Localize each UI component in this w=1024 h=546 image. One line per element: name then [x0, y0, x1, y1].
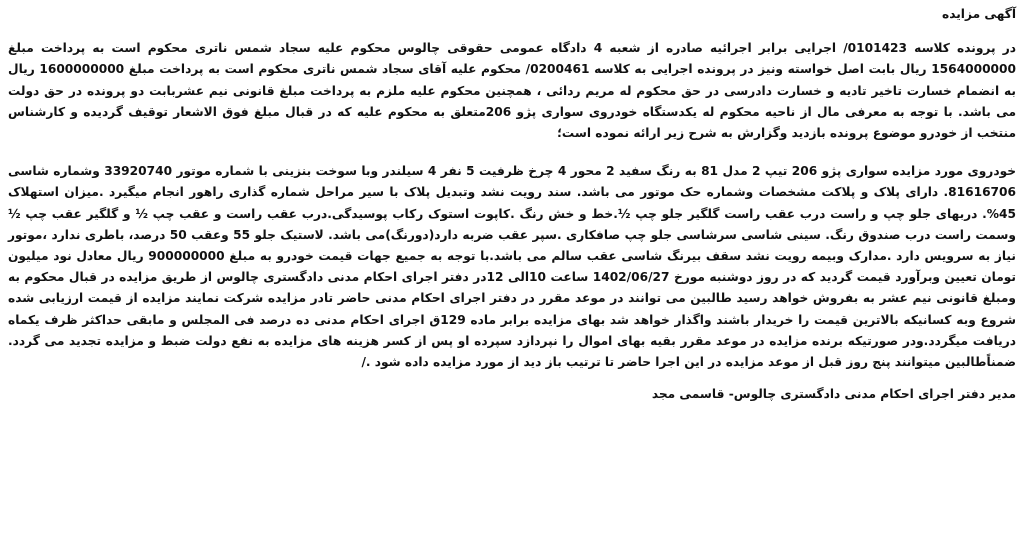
notice-title: آگهی مزایده — [942, 7, 1016, 21]
signature-line: مدیر دفتر اجرای احکام مدنی دادگستری چالوس- قاسمی مجد — [651, 387, 1016, 402]
auction-notice — [8, 4, 1016, 405]
case-description-paragraph: در پرونده کلاسه 0101423/ اجرایی برابر اجرائیه صادره از شعبه 4 دادگاه عمومی حقوقی چالوس محکوم علیه سجاد شمس ناتری محکوم است به پرداخت مبلغ 1564000000 ریال بابت اصل خواسته ونیز در پرونده اجرایی به کلاسه 0200461/ محکوم علیه آقای سجاد شمس ناتری محکوم است به پرداخت مبلغ 1600000000 ریال به انضمام خسارت تاخیر تادیه و خسارت دادرسی در حق محکوم له مریم ردائی ، همچنین محکوم علیه ملزم به پرداخت مبلغ قانونی نیم عشربابت دو پرونده در حق دولت می باشد. با توجه به معرفی مال از ناحیه محکوم له یکدستگاه خودروی سواری پژو 206متعلق به محکوم علیه که در قبال مبلغ فوق الاشعار توقیف گردیده و کارشناس منتخب از خودرو موضوع پرونده بازدید وگزارش به شرح زیر ارائه نموده است؛ — [8, 41, 1016, 141]
vehicle-auction-details-paragraph: خودروی مورد مزایده سواری پژو 206 تیپ 2 مدل 81 به رنگ سفید 2 محور 4 چرخ ظرفیت 5 نفر 4 سیلندر وبا سوخت بنزینی با شماره موتور 33920740 وشماره شاسی 81616706. دارای پلاک و پلاکت مشخصات وشماره حک موتور می باشد. سند رویت نشد وتبدیل پلاک با سیر مراحل شماره گذاری راهور انجام میگیرد .میزان استهلاک 45%. دربهای جلو چپ و راست درب عقب راست گلگیر جلو چپ ½.خط و خش رنگ .کاپوت استوک رکاب پوسیدگی.درب عقب راست و عقب چپ ½ و گلگیر عقب چپ ½ وسمت راست درب صندوق رنگ. سینی شاسی سرشاسی جلو چپ صافکاری .سپر عقب ضربه دارد(دورنگ)می باشد. لاستیک جلو 55 وعقب 50 درصد، باطری ندارد ،موتور نیاز به سرویس دارد .مدارک وبیمه رویت نشد سقف بیرنگ شاسی عقب سالم می باشد.با توجه به جمیع جهات قیمت خودرو به مبلغ 900000000 ریال معادل نود میلیون تومان تعیین وبرآورد قیمت گردید که در روز دوشنبه مورخ 1402/06/27 ساعت 10الی 12در دفتر اجرای احکام مدنی دادگستری چالوس از طریق مزایده در قبال محکوم به ومبلغ قانونی نیم عشر به بفروش خواهد رسید طالبین می توانند در موعد مقرر در دفتر اجرای احکام مدنی حاضر تادر مزایده شرکت نمایند مزایده از قیمت ارزیابی شده شروع وبه کسانیکه بالاترین قیمت را خریدار باشند واگذار خواهد شد بهای مزایده برابر ماده 129ق اجرای احکام مدنی ده درصد فی المجلس و مابقی حداکثر ظرف یکماه دریافت میگردد.ودر صورتیکه برنده مزایده در موعد مقرر بقیه بهای اموال را نپردازد سپرده او پس از کسر هزینه های مزایده به نفع دولت ضبط و مزایده تجدید می گردد. ضمناًطالبین میتوانند پنج روز قبل از موعد مزایده در این اجرا حاضر تا ترتیب باز دید از مورد مزایده داده شود ./ — [8, 164, 1017, 370]
